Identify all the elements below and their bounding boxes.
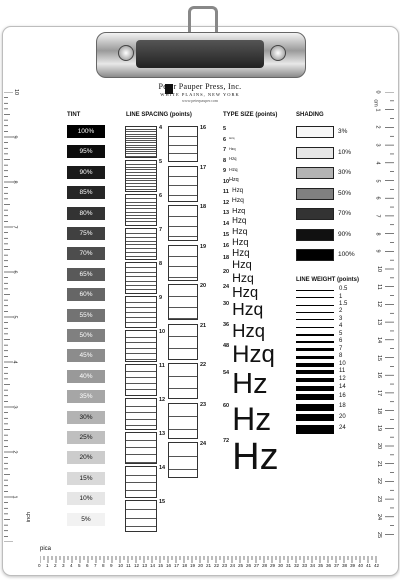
type-size-sample: Hzq — [229, 156, 237, 161]
shading-swatch — [296, 188, 334, 200]
type-size-row — [223, 436, 279, 479]
tint-swatch: 80% — [67, 207, 105, 220]
line-weight-line — [296, 425, 334, 434]
ruler-label: 38 — [342, 563, 348, 568]
ruler-label: 33 — [302, 563, 308, 568]
tint-swatch: 5% — [67, 513, 105, 526]
ruler-label: 1 — [46, 563, 49, 568]
ruler-label: 32 — [294, 563, 300, 568]
ruler-label: 27 — [254, 563, 260, 568]
ruler-label: 42 — [374, 563, 380, 568]
tint-header: TINT — [67, 112, 81, 118]
ruler-label: 4 — [374, 161, 381, 165]
line-spacing-box — [125, 296, 157, 328]
line-spacing-box — [168, 245, 198, 281]
line-weight-line — [296, 327, 334, 328]
line-weight-line — [296, 394, 334, 400]
brand — [0, 82, 400, 103]
line-spacing-label: 9 — [159, 295, 163, 301]
type-size-value: 24 — [223, 283, 230, 290]
type-size-value: 13 — [223, 210, 230, 216]
tint-swatch: 40% — [67, 370, 105, 383]
ruler-label: 4 — [11, 360, 18, 364]
type-size-sample: Hzq — [229, 167, 238, 173]
type-size-row — [223, 340, 275, 368]
ruler-label: 5 — [11, 315, 18, 319]
ruler-label: 16 — [376, 372, 383, 379]
type-size-sample: Hzq — [232, 259, 252, 272]
ruler-label: 14 — [150, 563, 156, 568]
type-size-sample: Hzq — [229, 177, 239, 183]
ruler-label: 6 — [86, 563, 89, 568]
line-spacing-label: 4 — [159, 125, 163, 131]
line-spacing-box — [168, 324, 198, 360]
line-weight-label: 1 — [339, 293, 343, 300]
brand-city: WHITE PLAINS, NEW YORK — [160, 92, 240, 97]
ruler-label: 7 — [11, 225, 18, 229]
tint-swatch: 10% — [67, 492, 105, 505]
ruler-label: 37 — [334, 563, 340, 568]
type-size-value: 6 — [223, 136, 227, 143]
type-size-row — [223, 301, 263, 320]
tint-swatch: 100% — [67, 125, 105, 138]
type-size-value: 7 — [223, 147, 227, 153]
ruler-label: 8 — [374, 232, 381, 236]
ruler-label: 13 — [142, 563, 148, 568]
type-size-sample: Hzq — [232, 225, 248, 236]
type-size-sample: Hzq — [232, 284, 259, 301]
tint-swatch: 60% — [67, 288, 105, 301]
line-spacing-header: LINE SPACING (points) — [126, 112, 192, 118]
line-spacing-box — [125, 160, 157, 192]
ruler-label: 2 — [54, 563, 57, 568]
ruler-label: 41 — [366, 563, 372, 568]
ruler-label: 29 — [270, 563, 276, 568]
cm-unit-label: cm — [372, 99, 379, 107]
line-weight-line — [296, 404, 334, 411]
line-weight-label: 10 — [339, 360, 346, 367]
ruler-inch — [4, 88, 26, 542]
line-spacing-box — [125, 466, 157, 498]
ruler-label: 20 — [376, 442, 383, 450]
line-weight-label: 14 — [339, 384, 346, 391]
line-weight-label: 7 — [339, 345, 343, 352]
tint-swatch: 25% — [67, 431, 105, 444]
line-spacing-box — [168, 166, 198, 202]
line-weight-label: 5 — [339, 330, 343, 337]
clip-window — [136, 40, 264, 68]
line-weight-header: LINE WEIGHT (points) — [296, 277, 359, 283]
line-spacing-box — [125, 194, 157, 226]
line-spacing-box — [125, 262, 157, 294]
line-weight-line — [296, 305, 334, 306]
tint-swatch: 35% — [67, 390, 105, 403]
line-spacing-box — [168, 403, 198, 439]
ruler-label: 19 — [190, 563, 196, 568]
type-size-sample: Hz — [232, 400, 272, 437]
ruler-label: 21 — [376, 460, 383, 467]
pica-unit-label: pica — [40, 546, 52, 552]
type-size-value: 60 — [223, 402, 230, 409]
line-weight-line — [296, 370, 334, 374]
line-weight-label: 18 — [339, 403, 346, 410]
line-spacing-label: 15 — [159, 499, 166, 505]
ruler-label: 4 — [70, 563, 73, 568]
ruler-label: 34 — [310, 563, 316, 568]
ruler-label: 6 — [374, 196, 381, 200]
line-weight-line — [296, 386, 334, 391]
ruler-label: 23 — [222, 563, 228, 568]
line-weight-label: 8 — [339, 353, 343, 360]
type-size-sample: Hzq — [232, 319, 266, 341]
ruler-label: 35 — [318, 563, 324, 568]
ruler-label: 12 — [134, 563, 140, 568]
line-spacing-box — [168, 205, 198, 241]
ruler-cm — [372, 92, 394, 542]
type-size-value: 12 — [223, 199, 230, 206]
tint-swatch: 45% — [67, 349, 105, 362]
ruler-label: 2 — [11, 450, 18, 454]
line-weight-line — [296, 341, 334, 343]
shading-swatch — [296, 249, 334, 261]
type-size-sample: Hz — [232, 368, 268, 401]
ruler-label: 10 — [118, 563, 124, 568]
line-spacing-box — [125, 432, 157, 464]
line-spacing-label: 10 — [159, 329, 166, 335]
type-size-value: 20 — [223, 269, 230, 276]
shading-swatch — [296, 208, 334, 220]
line-spacing-label: 19 — [200, 243, 207, 250]
line-spacing-box — [125, 364, 157, 396]
shading-label: 100% — [338, 251, 355, 258]
line-spacing-label: 23 — [200, 401, 207, 408]
shading-label: 30% — [338, 169, 352, 176]
line-spacing-label: 11 — [159, 363, 165, 369]
ruler-label: 21 — [206, 563, 212, 568]
type-size-value: 8 — [223, 157, 227, 164]
ruler-label: 36 — [326, 563, 332, 568]
ruler-label: 0 — [374, 90, 381, 94]
ruler-label: 31 — [286, 563, 292, 568]
line-weight-label: 24 — [339, 425, 346, 432]
ruler-label: 19 — [376, 425, 383, 432]
brand-name: Peter Pauper Press, Inc. — [158, 82, 242, 91]
ruler-label: 25 — [238, 563, 244, 568]
type-size-value: 48 — [223, 342, 230, 349]
ruler-label: 9 — [374, 249, 381, 253]
line-weight-label: 20 — [339, 413, 346, 420]
line-spacing-label: 14 — [159, 465, 166, 471]
ruler-label: 10 — [13, 88, 20, 96]
type-size-sample: Hz — [232, 436, 279, 479]
line-spacing-box — [125, 126, 157, 158]
tint-swatch: 90% — [67, 166, 105, 179]
tint-swatch: 55% — [67, 309, 105, 322]
line-weight-line — [296, 297, 334, 298]
shading-swatch — [296, 147, 334, 159]
shading-label: 70% — [338, 210, 352, 217]
tint-swatch: 75% — [67, 227, 105, 240]
shading-label: 10% — [338, 148, 352, 156]
type-size-sample: Hzq — [232, 340, 275, 368]
type-size-header: TYPE SIZE (points) — [223, 112, 278, 118]
type-size-value: 18 — [223, 255, 230, 262]
rivet-icon — [270, 45, 286, 61]
line-spacing-label: 24 — [200, 441, 207, 447]
ruler-label: 12 — [376, 301, 383, 308]
line-weight-label: 3 — [339, 315, 343, 322]
tint-swatch: 30% — [67, 411, 105, 424]
type-size-value: 16 — [223, 243, 230, 250]
ruler-label: 39 — [350, 563, 356, 568]
ruler-label: 1 — [374, 108, 381, 112]
shading-swatch — [296, 126, 334, 138]
ruler-label: 6 — [11, 270, 18, 274]
line-weight-label: 6 — [339, 338, 343, 345]
line-spacing-label: 5 — [159, 159, 163, 165]
ruler-label: 17 — [174, 563, 180, 568]
ruler-label: 10 — [376, 265, 383, 273]
line-weight-label: 11 — [339, 368, 346, 375]
ruler-label: 0 — [38, 563, 41, 568]
type-size-value: 5 — [223, 126, 227, 132]
ruler-label: 18 — [376, 407, 383, 414]
ruler-label: 7 — [374, 214, 381, 218]
tint-swatch: 50% — [67, 329, 105, 342]
ruler-label: 30 — [278, 563, 284, 568]
ruler-label: 3 — [62, 563, 65, 568]
line-spacing-label: 21 — [200, 322, 207, 329]
rivet-icon — [118, 45, 134, 61]
line-weight-label: 16 — [339, 393, 346, 400]
ruler-label: 11 — [126, 563, 131, 568]
type-size-sample: Hzq — [232, 299, 264, 320]
shading-label: 90% — [338, 230, 352, 238]
line-spacing-box — [125, 398, 157, 430]
line-spacing-box — [125, 330, 157, 362]
ruler-ticks — [372, 92, 394, 542]
ruler-label: 5 — [374, 178, 381, 183]
ruler-label: 16 — [166, 563, 172, 568]
type-size-sample: Hzq — [232, 205, 246, 215]
ruler-label: 11 — [375, 283, 382, 290]
type-size-row — [223, 370, 268, 399]
ruler-label: 22 — [376, 478, 383, 485]
tint-swatch: 85% — [67, 186, 105, 199]
line-spacing-label: 12 — [159, 397, 166, 403]
type-size-sample: Hzq — [229, 146, 236, 151]
ruler-label: 24 — [376, 513, 383, 520]
line-spacing-box — [125, 500, 157, 532]
tint-swatch: 15% — [67, 472, 105, 485]
line-weight-label: 1.5 — [339, 300, 348, 307]
line-spacing-box — [168, 442, 198, 478]
brand-web: www.peterpauper.com — [182, 98, 218, 103]
ruler-label: 22 — [214, 563, 220, 568]
clip-hanger-icon — [188, 6, 218, 35]
line-spacing-box — [125, 228, 157, 260]
shading-header: SHADING — [296, 112, 324, 118]
type-size-value: 30 — [223, 301, 230, 308]
ruler-label: 3 — [11, 405, 18, 409]
type-size-row — [223, 319, 266, 342]
type-size-row — [223, 400, 272, 437]
line-spacing-box — [168, 284, 198, 320]
line-weight-line — [296, 348, 334, 351]
line-spacing-label: 16 — [200, 125, 207, 131]
line-weight-line — [296, 334, 334, 336]
ruler-label: 28 — [262, 563, 268, 568]
ruler-label: 14 — [376, 336, 383, 343]
type-size-value: 36 — [223, 321, 230, 328]
line-spacing-box — [168, 126, 198, 162]
type-size-sample: Hzq — [232, 236, 249, 247]
ruler-label: 24 — [230, 563, 236, 568]
tint-swatch: 20% — [67, 451, 105, 464]
type-size-value: 9 — [223, 168, 227, 174]
ruler-label: 20 — [198, 563, 204, 568]
ruler-label: 9 — [11, 135, 18, 139]
ruler-label: 3 — [374, 143, 381, 147]
type-size-value: 15 — [223, 231, 230, 238]
ruler-label: 5 — [78, 563, 81, 568]
line-weight-line — [296, 290, 334, 291]
ruler-label: 8 — [102, 563, 105, 568]
line-spacing-label: 6 — [159, 193, 163, 199]
line-spacing-label: 8 — [159, 261, 163, 267]
ruler-label: 25 — [376, 531, 383, 538]
line-weight-label: 2 — [339, 308, 343, 315]
shading-swatch — [296, 167, 334, 179]
line-weight-label: 12 — [339, 376, 346, 383]
type-size-sample: Hzq — [232, 271, 254, 286]
line-weight-label: 0.5 — [339, 286, 348, 293]
ruler-label: 7 — [94, 563, 97, 568]
type-size-sample: Hzq — [232, 216, 247, 225]
ruler-label: 26 — [246, 563, 252, 568]
line-weight-line — [296, 312, 334, 313]
ruler-label: 15 — [158, 563, 164, 568]
line-spacing-label: 13 — [159, 431, 166, 437]
line-spacing-box — [168, 363, 198, 399]
ruler-label: 9 — [110, 563, 113, 568]
shading-swatch — [296, 229, 334, 241]
shading-label: 3% — [338, 128, 348, 135]
ruler-label: 1 — [11, 495, 18, 499]
line-spacing-label: 17 — [200, 164, 207, 171]
ruler-label: 15 — [376, 354, 383, 361]
ruler-label: 17 — [376, 389, 383, 396]
shading-label: 50% — [338, 189, 352, 197]
line-spacing-label: 20 — [200, 283, 207, 289]
line-weight-line — [296, 319, 334, 320]
line-spacing-label: 22 — [200, 362, 207, 368]
line-weight-label: 4 — [339, 323, 343, 330]
inch-unit-label: inch — [26, 511, 33, 523]
ruler-pica — [40, 553, 380, 573]
ruler-label: 18 — [182, 563, 188, 568]
type-size-value: 14 — [223, 220, 230, 227]
ruler-label: 2 — [374, 125, 381, 129]
line-weight-line — [296, 363, 334, 367]
ruler-label: 40 — [358, 563, 364, 568]
type-size-sample: Hzq — [232, 186, 244, 194]
type-size-value: 11 — [223, 189, 229, 195]
line-spacing-label: 7 — [159, 227, 163, 233]
line-spacing-label: 18 — [200, 204, 207, 210]
type-size-sample: Hzq — [232, 248, 250, 260]
tint-swatch: 70% — [67, 247, 105, 260]
tint-swatch: 95% — [67, 145, 105, 158]
type-size-value: 10 — [223, 178, 230, 185]
type-size-value: 72 — [223, 438, 230, 445]
ruler-label: 13 — [376, 319, 383, 326]
tint-swatch: 65% — [67, 268, 105, 281]
type-size-sample: Hzq — [229, 136, 235, 140]
type-size-value: 54 — [223, 370, 230, 377]
line-weight-line — [296, 356, 334, 359]
line-weight-line — [296, 414, 334, 421]
type-size-sample: Hzq — [231, 197, 244, 204]
ruler-label: 23 — [376, 496, 383, 503]
line-weight-line — [296, 378, 334, 382]
ruler-label: 8 — [11, 180, 18, 184]
